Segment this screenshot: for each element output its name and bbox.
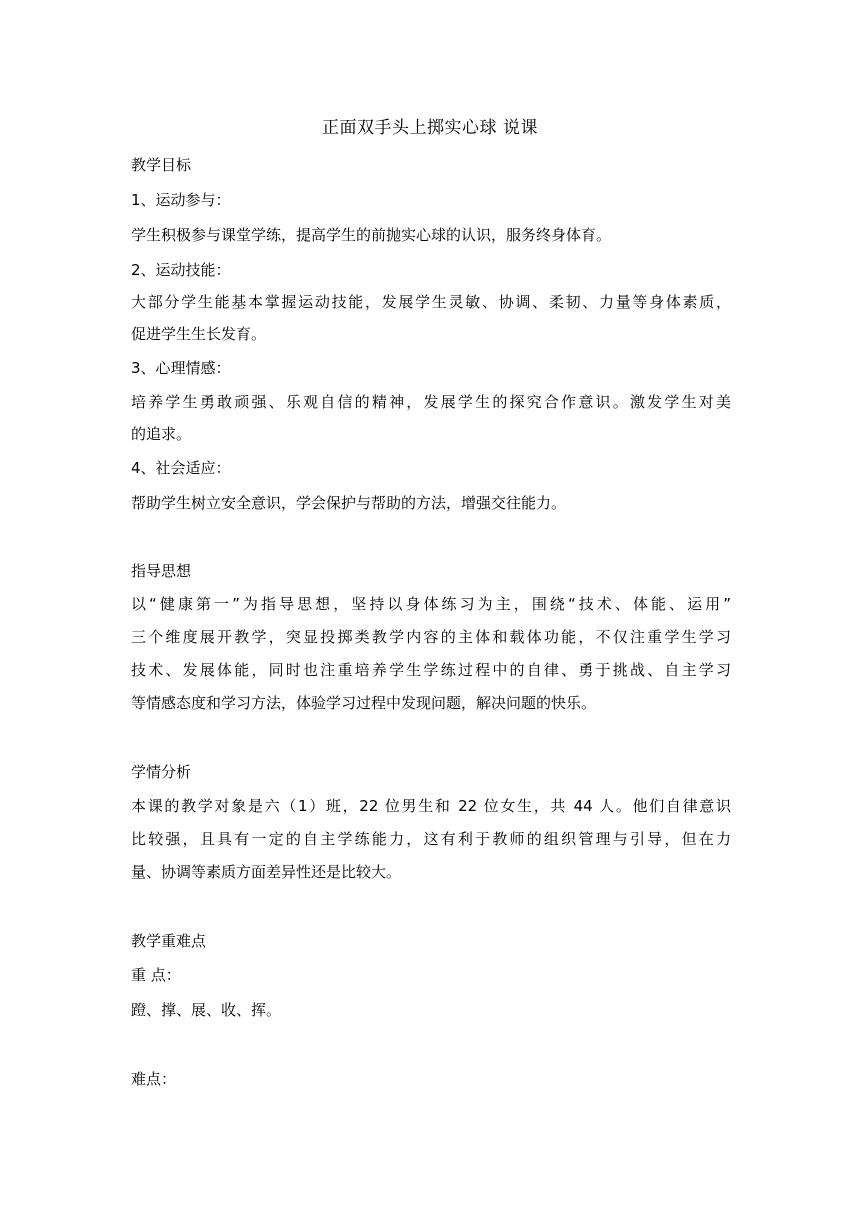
- keypoints-heading: 教学重难点: [131, 932, 207, 950]
- objective-4-label: 4、社会适应：: [131, 459, 231, 477]
- guiding-line-3: 技术、发展体能，同时也注重培养学生学练过程中的自律、勇于挑战、自主学习: [131, 661, 731, 679]
- objective-2-text-line-1: 大部分学生能基本掌握运动技能，发展学生灵敏、协调、柔韧、力量等身体素质，: [131, 293, 731, 311]
- guiding-line-2: 三个维度展开教学，突显投掷类教学内容的主体和载体功能，不仅注重学生学习: [131, 628, 731, 646]
- objectives-heading: 教学目标: [131, 156, 192, 174]
- key-point-label: 重 点：: [131, 966, 181, 984]
- analysis-line-2: 比较强，且具有一定的自主学练能力，这有利于教师的组织管理与引导，但在力: [131, 830, 731, 848]
- document-title: 正面双手头上掷实心球 说课: [322, 118, 538, 138]
- key-point-text: 蹬、撑、展、收、挥。: [131, 1001, 282, 1019]
- guiding-heading: 指导思想: [131, 562, 192, 580]
- analysis-line-3: 量、协调等素质方面差异性还是比较大。: [131, 863, 402, 881]
- guiding-line-1: 以“健康第一”为指导思想，坚持以身体练习为主，围绕“技术、体能、运用”: [131, 595, 731, 613]
- objective-2-label: 2、运动技能：: [131, 261, 231, 279]
- objective-1-text: 学生积极参与课堂学练，提高学生的前抛实心球的认识，服务终身体育。: [131, 226, 612, 244]
- guiding-line-4: 等情感态度和学习方法，体验学习过程中发现问题，解决问题的快乐。: [131, 694, 597, 712]
- analysis-line-1: 本课的教学对象是六（1）班，22 位男生和 22 位女生，共 44 人。他们自律意识: [131, 797, 731, 815]
- objective-1-label: 1、运动参与：: [131, 191, 231, 209]
- objective-3-text-line-2: 的追求。: [131, 425, 192, 443]
- objective-2-text-line-2: 促进学生生长发育。: [131, 325, 267, 343]
- objective-3-text-line-1: 培养学生勇敢顽强、乐观自信的精神，发展学生的探究合作意识。激发学生对美: [131, 393, 731, 411]
- objective-4-text: 帮助学生树立安全意识，学会保护与帮助的方法，增强交往能力。: [131, 494, 567, 512]
- objective-3-label: 3、心理情感：: [131, 359, 231, 377]
- difficulty-label: 难点：: [131, 1070, 177, 1088]
- analysis-heading: 学情分析: [131, 763, 192, 781]
